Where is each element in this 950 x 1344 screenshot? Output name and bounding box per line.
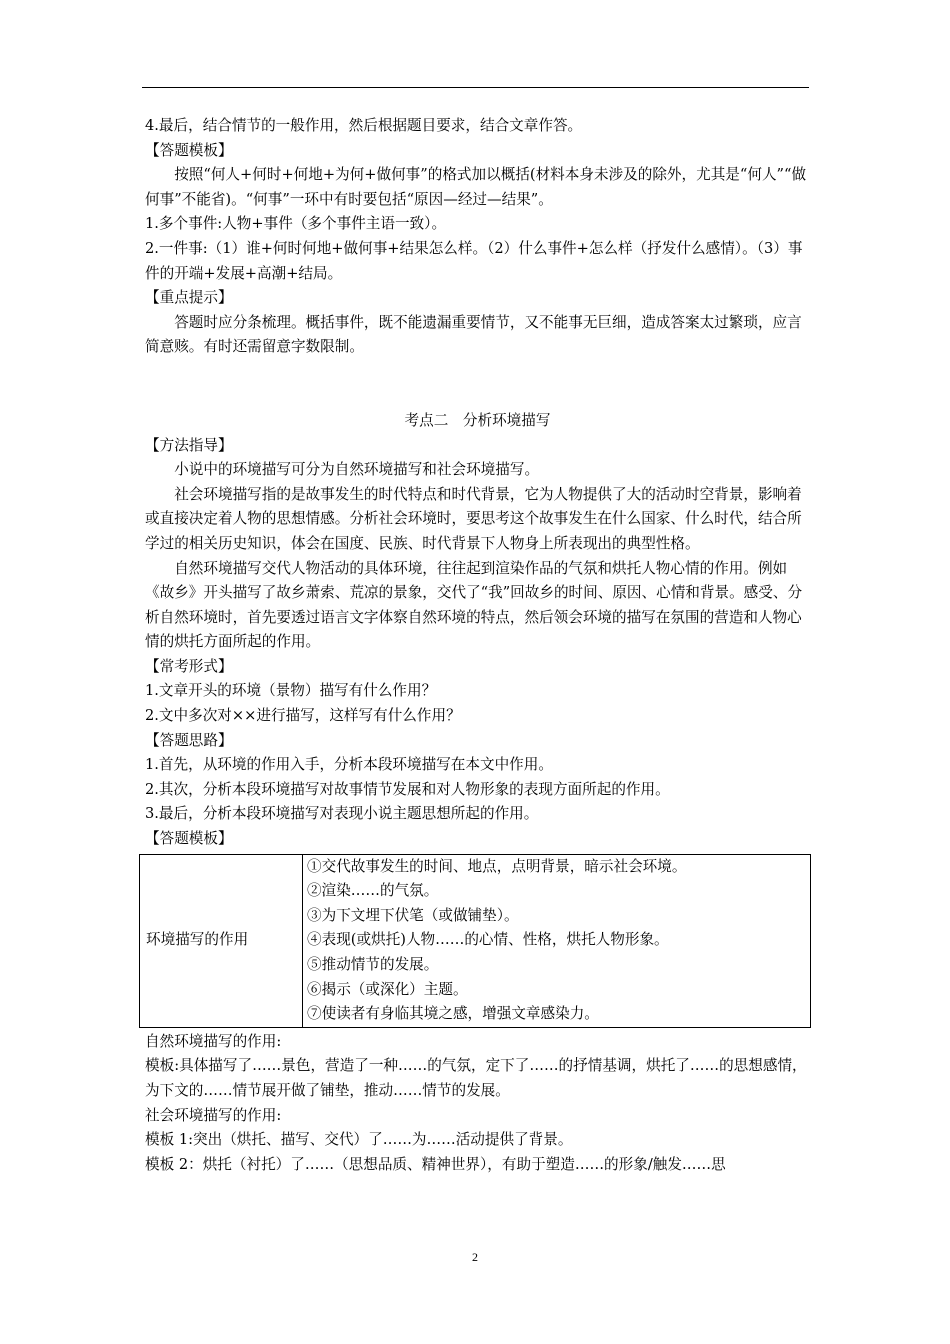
item-multiple-events: 1.多个事件:人物+事件（多个事件主语一致）。 [145, 215, 447, 233]
table-item: ⑤推动情节的发展。 [307, 956, 439, 973]
answer-idea-item: 2.其次，分析本段环境描写对故事情节发展和对人物形象的表现方面所起的作用。 [145, 780, 670, 798]
table-item: ②渲染……的气氛。 [307, 882, 439, 900]
social-env-template-1: 模板 1:突出（烘托、描写、交代）了……为……活动提供了背景。 [145, 1131, 573, 1149]
header-rule [142, 87, 809, 88]
common-form-item: 2.文中多次对××进行描写，这样写有什么作用？ [145, 707, 461, 725]
table-items-cell [303, 854, 811, 1027]
key-tip-paragraph: 答题时应分条梳理。概括事件，既不能遗漏重要情节，又不能事无巨细，造成答案太过繁琐，应言简意赅。有时还需留意字数限制。 [145, 313, 802, 356]
answer-idea-item: 1.首先，从环境的作用入手，分析本段环境描写在本文中作用。 [145, 756, 553, 774]
common-form-heading: 【常考形式】 [145, 657, 233, 675]
table-item: ①交代故事发生的时间、地点，点明背景，暗示社会环境。 [307, 857, 687, 875]
method-paragraph-3: 自然环境描写交代人物活动的具体环境，往往起到渲染作品的气氛和烘托人物心情的作用。例如《故乡》开头描写了故乡萧索、荒凉的景象，交代了“我”回故乡的时间、原因、心情和背景。感受、分析自然环境时，首先要透过语言文字体察自然环境的特点，然后领会环境的描写在氛围的营造和人物心情的烘托方面所起的作用。 [145, 559, 803, 651]
step-4-line: 4.最后，结合情节的一般作用，然后根据题目要求，结合文章作答。 [145, 117, 583, 134]
answer-template-heading: 【答题模板】 [145, 141, 233, 159]
table-item: ⑦使读者有身临其境之感，增强文章感染力。 [307, 1005, 599, 1023]
method-paragraph-1: 小说中的环境描写可分为自然环境描写和社会环境描写。 [174, 461, 540, 479]
natural-env-heading: 自然环境描写的作用: [145, 1032, 282, 1050]
table-label-cell: 环境描写的作用 [140, 854, 303, 1027]
answer-template-heading-2: 【答题模板】 [145, 830, 233, 848]
document-body [145, 114, 810, 1177]
environment-function-table [139, 854, 811, 1028]
common-form-item: 1.文章开头的环境（景物）描写有什么作用？ [145, 682, 437, 700]
table-row [140, 854, 811, 1027]
social-env-heading: 社会环境描写的作用: [145, 1106, 282, 1124]
item-single-event: 2.一件事:（1）谁+何时何地+做何事+结果怎么样。（2）什么事件+怎么样（抒发什么感情）。（3）事件的开端+发展+高潮+结局。 [145, 239, 803, 282]
key-tip-heading: 【重点提示】 [145, 289, 233, 307]
answer-idea-item: 3.最后，分析本段环境描写对表现小说主题思想所起的作用。 [145, 805, 539, 823]
social-env-template-2: 模板 2：烘托（衬托）了……（思想品质、精神世界），有助于塑造……的形象/触发……思 [145, 1155, 726, 1173]
table-item: ③为下文埋下伏笔（或做铺垫）。 [307, 906, 519, 924]
answer-idea-heading: 【答题思路】 [145, 731, 233, 749]
method-paragraph-2: 社会环境描写指的是故事发生的时代特点和时代背景，它为人物提供了大的活动时空背景，影响着或直接决定着人物的思想情感。分析社会环境时，要思考这个故事发生在什么国家、什么时代，结合所学过的相关历史知识，体会在国度、民族、时代背景下人物身上所表现出的典型性格。 [145, 485, 802, 552]
table-item: ⑥揭示（或深化）主题。 [307, 980, 468, 998]
method-heading: 【方法指导】 [145, 436, 233, 454]
page-number: 2 [472, 1250, 478, 1264]
template-paragraph: 按照“何人+何时+何地+为何+做何事”的格式加以概括(材料本身未涉及的除外，尤其是“何人”“做何事”不能省)。“何事”一环中有时要包括“原因—经过—结果”。 [145, 166, 807, 208]
table-item: ④表现(或烘托)人物……的心情、性格，烘托人物形象。 [307, 931, 669, 949]
section-title: 考点二 分析环境描写 [404, 411, 551, 429]
natural-env-template: 模板:具体描写了……景色，营造了一种……的气氛，定下了……的抒情基调，烘托了……的思想感情，为下文的……情节展开做了铺垫，推动……情节的发展。 [145, 1057, 807, 1099]
